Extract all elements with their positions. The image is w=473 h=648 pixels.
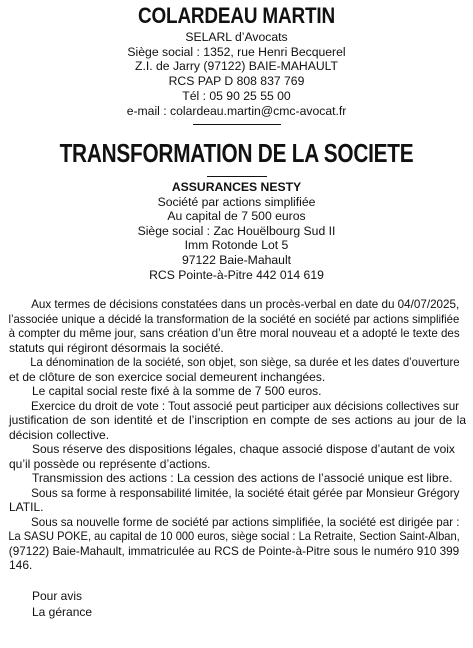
notice-title: TRANSFORMATION DE LA SOCIETE xyxy=(59,138,414,168)
closing-line: Pour avis xyxy=(32,589,83,603)
company-detail-line: Société par actions simplifiée xyxy=(157,194,316,209)
text-line: Transmission des actions : La cession des actions de l’associé unique est libre. xyxy=(32,471,453,485)
text-line: à compter du même jour, sans création d’un être moral nouveau et a adopté le texte des xyxy=(8,326,460,340)
text-line: Exercice du droit de vote : Tout associé peut participer aux décisions collectives sur xyxy=(30,398,460,413)
text-line: décision collective. xyxy=(9,427,110,442)
text-line: et de clôture de son exercice social demeurent inchangées. xyxy=(9,369,326,384)
text-line: (97122) Baie-Mahault, immatriculée au RCS de Pointe-à-Pitre sous le numéro 910 399 xyxy=(8,543,460,558)
closing-signature xyxy=(32,589,92,620)
text-line: l’associée unique a décidé la transformation de la société en société par actions simplifiée xyxy=(8,311,460,326)
company-detail-line: Au capital de 7 500 euros xyxy=(167,209,306,224)
paragraph-former-management xyxy=(0,486,473,515)
company-detail-line: RCS Pointe-à-Pitre 442 014 619 xyxy=(149,267,324,282)
divider-rule xyxy=(207,176,267,177)
firm-detail-line: Z.I. de Jarry (97122) BAIE-MAHAULT xyxy=(135,59,338,74)
text-line: Aux termes de décisions constatées dans un procès-verbal en date du 04/07/2025, xyxy=(31,297,460,311)
text-line: statuts qui régiront désormais la société. xyxy=(9,340,224,355)
paragraph-voting-rights xyxy=(0,399,473,443)
closing-signatory: La gérance xyxy=(32,604,93,619)
paragraph-decision xyxy=(0,297,473,355)
firm-email-line: e-mail : colardeau.martin@cmc-avocat.fr xyxy=(126,103,347,118)
firm-detail-line: SELARL d’Avocats xyxy=(185,30,288,44)
text-line: LATIL. xyxy=(9,500,44,514)
firm-details xyxy=(0,30,473,118)
firm-detail-line: Tél : 05 90 25 55 00 xyxy=(182,88,291,103)
text-line: La SASU POKE, au capital de 10 000 euros, siège social : La Retraite, Section Saint-Alban, xyxy=(8,529,460,543)
text-line: Le capital social reste fixé à la somme de 7 500 euros. xyxy=(32,384,322,398)
company-detail-line: 97122 Baie-Mahault xyxy=(181,252,292,267)
paragraph-new-management xyxy=(0,515,473,573)
text-line: La dénomination de la société, son objet, son siège, sa durée et les dates d’ouverture xyxy=(30,355,460,369)
company-detail-line: Imm Rotonde Lot 5 xyxy=(184,238,289,253)
paragraph-denomination xyxy=(0,355,473,384)
company-detail-line: Siège social : Zac Houëlbourg Sud II xyxy=(137,223,336,238)
divider-rule xyxy=(193,124,281,125)
firm-detail-line: RCS PAP D 808 837 769 xyxy=(168,74,305,89)
text-line: 146. xyxy=(9,558,33,572)
notice-body xyxy=(0,297,473,573)
company-details xyxy=(0,180,473,282)
text-line: Sous sa nouvelle forme de société par actions simplifiée, la société est dirigée par : xyxy=(31,514,460,529)
text-line: Sous réserve des dispositions légales, chaque associé dispose d’autant de voix xyxy=(32,442,455,456)
paragraph-capital xyxy=(0,384,473,399)
paragraph-votes xyxy=(0,442,473,471)
firm-name: COLARDEAU MARTIN xyxy=(138,3,335,28)
text-line: qu’il possède ou représente d’actions. xyxy=(9,456,211,471)
firm-detail-line: Siège social : 1352, rue Henri Becquerel xyxy=(127,44,346,59)
paragraph-share-transfer xyxy=(0,471,473,486)
text-line: justification de son identité et de l’inscription en compte de ses actions au jour de la xyxy=(9,413,466,427)
text-line: Sous sa forme à responsabilité limitée, la société était gérée par Monsieur Grégory xyxy=(31,485,460,500)
company-name: ASSURANCES NESTY xyxy=(171,180,302,194)
